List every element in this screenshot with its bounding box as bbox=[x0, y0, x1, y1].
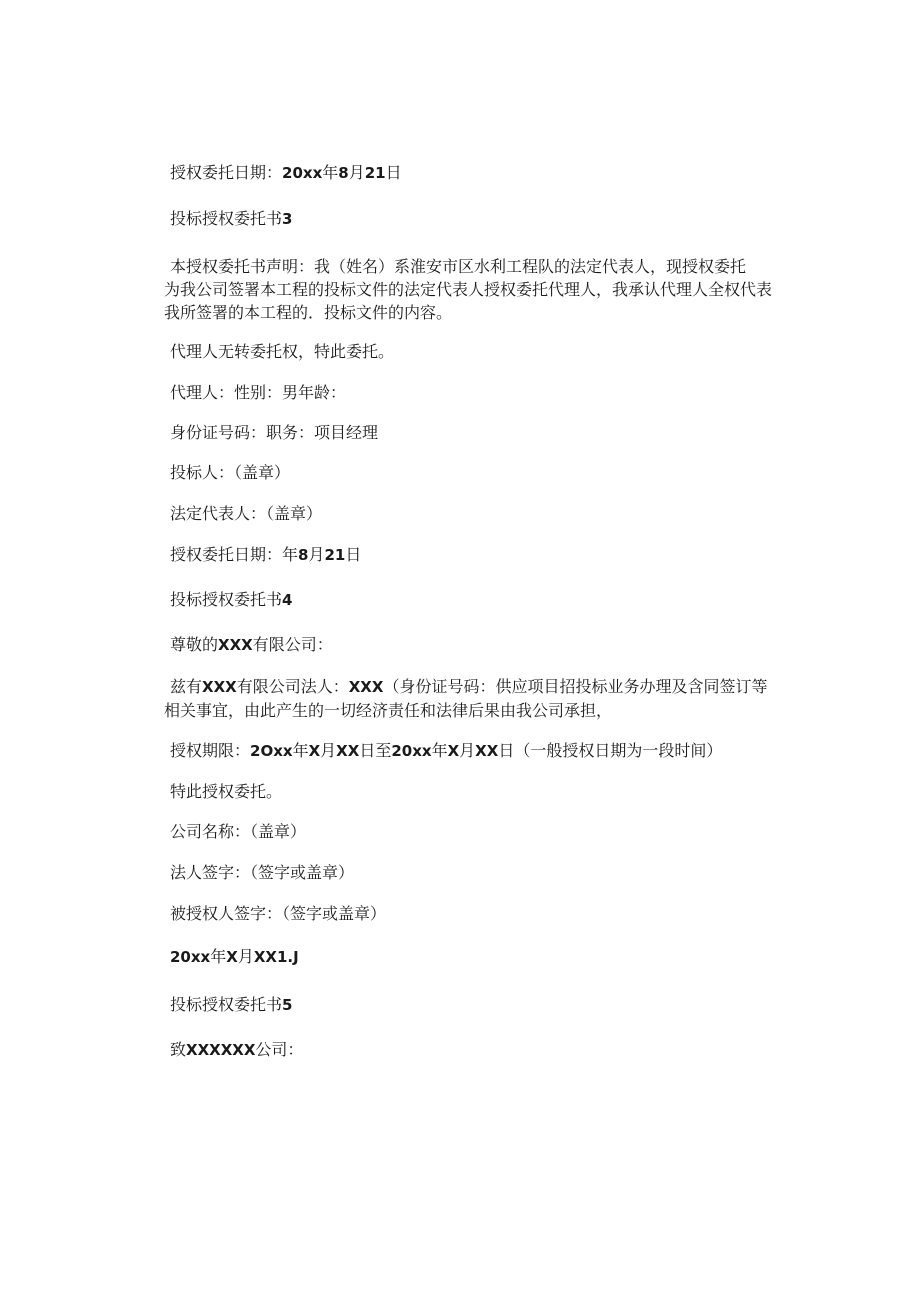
heading-number: 3 bbox=[282, 210, 293, 228]
legal-person-placeholder: XXX bbox=[348, 678, 384, 696]
salutation-prefix: 尊敬的 bbox=[170, 635, 219, 654]
text-run: 月 bbox=[320, 741, 337, 760]
addressee-prefix: 致 bbox=[170, 1040, 187, 1059]
month-value: 8 bbox=[298, 546, 309, 564]
authorization-term-line bbox=[170, 741, 722, 761]
heading-text: 投标授权委托书 bbox=[170, 209, 283, 228]
start-month: X bbox=[308, 742, 321, 760]
heading-number: 4 bbox=[282, 591, 293, 609]
bidder-line: 投标人：（盖章） bbox=[170, 463, 291, 482]
year-unit: 年 bbox=[322, 163, 339, 182]
company-name-line: 公司名称：（盖章） bbox=[170, 822, 307, 841]
month-unit: 月 bbox=[308, 545, 325, 564]
id-position-line: 身份证号码：职务：项目经理 bbox=[170, 423, 379, 442]
text-run: 月 bbox=[459, 741, 476, 760]
day-unit: 日 bbox=[385, 163, 402, 182]
heading-number: 5 bbox=[282, 996, 293, 1014]
end-day: XX bbox=[475, 742, 499, 760]
end-year: 20xx bbox=[391, 742, 432, 760]
no-transfer-line: 代理人无转委托权，特此委托。 bbox=[170, 342, 395, 361]
authorization-paragraph bbox=[164, 675, 794, 722]
paragraph-line: 为我公司签署本工程的投标文件的法定代表人授权委托代理人，我承认代理人全权代表 bbox=[164, 280, 773, 299]
special-authorization-line: 特此授权委托。 bbox=[170, 782, 283, 801]
month-value: X bbox=[226, 948, 238, 966]
text-run: 日（一般授权日期为一段时间） bbox=[498, 741, 723, 760]
company-placeholder: XXX bbox=[202, 678, 237, 696]
month-value: 8 bbox=[338, 164, 349, 182]
year-value: 20xx bbox=[170, 948, 211, 966]
heading-text: 投标授权委托书 bbox=[170, 590, 283, 609]
agent-line: 代理人：性别：男年龄： bbox=[170, 383, 347, 402]
month-unit: 月 bbox=[237, 947, 254, 966]
text-run: 年 bbox=[431, 741, 448, 760]
addressee-line bbox=[170, 1040, 303, 1060]
date-label: 授权委托日期：年 bbox=[170, 545, 299, 564]
signature-date-line bbox=[170, 947, 299, 967]
section-heading-4 bbox=[170, 590, 292, 610]
text-run: 日至 bbox=[359, 741, 392, 760]
paragraph-line: 本授权委托书声明：我（姓名）系淮安市区水利工程队的法定代表人，现授权委托 bbox=[170, 257, 747, 276]
authorization-date-line bbox=[170, 163, 402, 183]
declaration-paragraph bbox=[164, 255, 794, 324]
addressee-suffix: 公司： bbox=[255, 1040, 304, 1059]
company-placeholder: XXXXXX bbox=[186, 1041, 256, 1059]
text-run: 年 bbox=[292, 741, 309, 760]
legal-signature-line: 法人签字：（签字或盖章） bbox=[170, 863, 355, 882]
year-value: 20xx bbox=[282, 164, 323, 182]
heading-text: 投标授权委托书 bbox=[170, 995, 283, 1014]
paragraph-line bbox=[170, 675, 794, 699]
authorized-signature-line: 被授权人签字：（签字或盖章） bbox=[170, 904, 387, 923]
date-label: 授权委托日期： bbox=[170, 163, 283, 182]
section-heading-5 bbox=[170, 995, 292, 1015]
text-run: 兹有 bbox=[170, 677, 203, 696]
start-year: 2Oxx bbox=[250, 742, 293, 760]
company-placeholder: XXX bbox=[218, 636, 253, 654]
term-label: 授权期限： bbox=[170, 741, 251, 760]
day-value: 21 bbox=[364, 164, 386, 182]
day-value: 21 bbox=[324, 546, 346, 564]
day-value: XX1.J bbox=[253, 948, 299, 966]
salutation-suffix: 有限公司： bbox=[252, 635, 333, 654]
text-run: 有限公司法人： bbox=[236, 677, 349, 696]
year-unit: 年 bbox=[210, 947, 227, 966]
month-unit: 月 bbox=[348, 163, 365, 182]
text-run: （身份证号码：供应项目招投标业务办理及含同签订等 bbox=[383, 677, 768, 696]
salutation-line bbox=[170, 635, 333, 655]
legal-representative-line: 法定代表人：（盖章） bbox=[170, 504, 323, 523]
start-day: XX bbox=[336, 742, 360, 760]
paragraph-line: 相关事宜，由此产生的一切经济责任和法律后果由我公司承担， bbox=[164, 701, 613, 720]
paragraph-line: 我所签署的本工程的．投标文件的内容。 bbox=[164, 303, 453, 322]
end-month: X bbox=[447, 742, 460, 760]
authorization-date-line-2 bbox=[170, 545, 361, 565]
day-unit: 日 bbox=[345, 545, 362, 564]
section-heading-3 bbox=[170, 209, 292, 229]
